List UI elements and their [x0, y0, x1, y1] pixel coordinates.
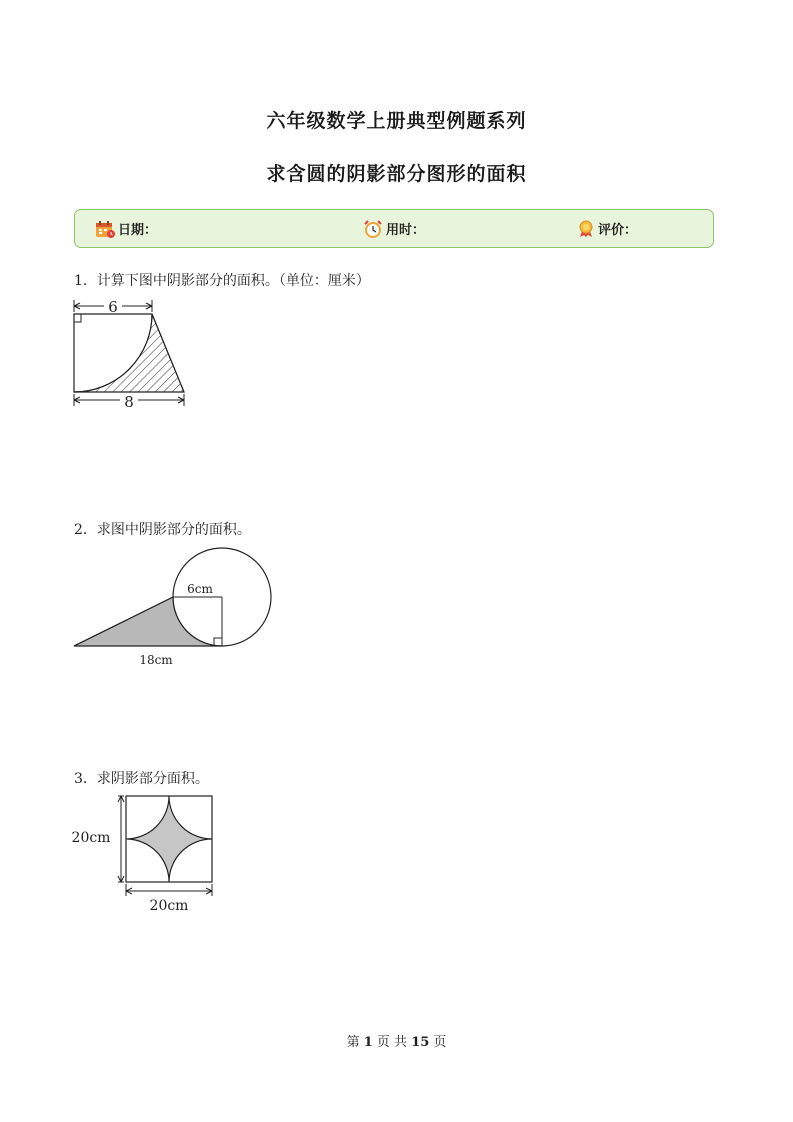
alarm-clock-icon	[363, 220, 383, 238]
figure-2-circle-triangle	[64, 544, 280, 670]
time-field[interactable]	[363, 219, 425, 238]
footer-prefix: 第	[346, 1035, 360, 1050]
question-2	[74, 519, 251, 539]
current-page: 1	[363, 1035, 373, 1050]
page-footer	[0, 1031, 793, 1050]
question-number: 1．	[74, 273, 97, 289]
total-pages: 15	[411, 1035, 430, 1050]
footer-suffix: 页	[433, 1035, 447, 1050]
question-number: 3．	[74, 771, 97, 787]
question-3	[74, 768, 209, 788]
width-label: 20cm	[149, 898, 189, 914]
page-title: 六年级数学上册典型例题系列	[266, 110, 527, 132]
shaded-region	[126, 796, 212, 882]
rating-label: 评价：	[598, 223, 638, 238]
bottom-length-label: 8	[124, 393, 134, 411]
footer-middle: 页 共	[376, 1035, 408, 1050]
date-label: 日期：	[118, 223, 158, 238]
question-text: 求阴影部分面积。	[96, 771, 209, 787]
rating-field[interactable]	[577, 219, 637, 238]
question-text: 求图中阴影部分的面积。	[96, 522, 251, 538]
info-bar	[74, 209, 714, 248]
medal-icon	[577, 220, 595, 238]
base-label: 18cm	[139, 653, 173, 667]
top-length-label: 6	[108, 298, 118, 316]
question-number: 2．	[74, 522, 97, 538]
shaded-region	[74, 597, 222, 646]
radius-label: 6cm	[187, 582, 213, 596]
calendar-icon	[95, 220, 115, 238]
date-field[interactable]	[95, 219, 157, 238]
right-angle-mark	[214, 638, 222, 646]
page-subtitle: 求含圆的阴影部分图形的面积	[266, 163, 527, 185]
height-label: 20cm	[71, 830, 111, 846]
figure-1-trapezoid	[64, 296, 194, 414]
question-1	[74, 270, 370, 290]
question-text: 计算下图中阴影部分的面积。（单位：厘米）	[96, 273, 370, 289]
time-label: 用时：	[386, 223, 426, 238]
figure-3-square-arcs	[64, 790, 224, 918]
right-angle-mark	[74, 314, 81, 322]
